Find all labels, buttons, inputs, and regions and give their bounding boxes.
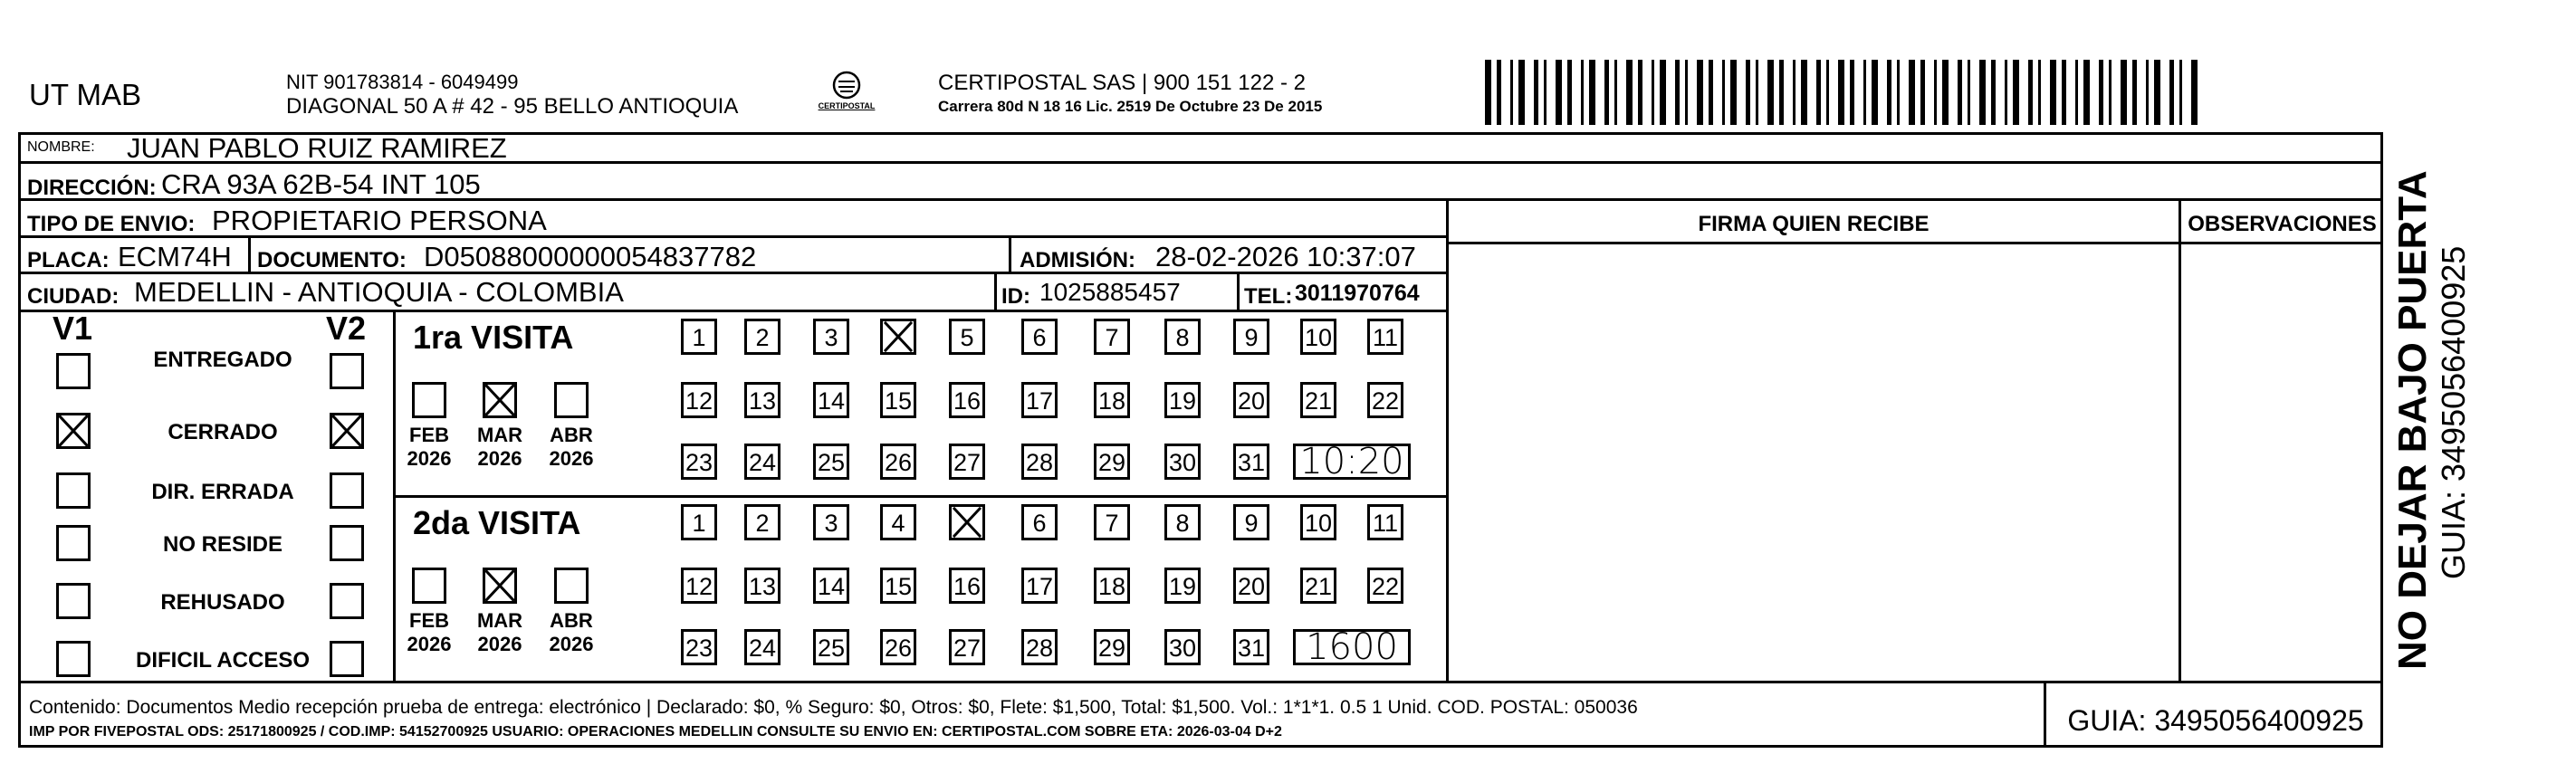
barcode-bar xyxy=(1920,60,1925,125)
day-box[interactable]: 22 xyxy=(1367,382,1403,418)
barcode-bar xyxy=(1826,60,1829,125)
v1-checkbox[interactable] xyxy=(56,525,91,561)
barcode-bar xyxy=(1746,60,1750,125)
barcode-bar xyxy=(2075,60,2078,125)
day-box[interactable]: 1 xyxy=(681,504,717,540)
day-box[interactable]: 13 xyxy=(744,382,780,418)
month-checkbox[interactable] xyxy=(412,568,446,604)
day-box[interactable]: 16 xyxy=(949,568,985,604)
barcode-bar xyxy=(2099,60,2103,125)
v2-checkbox[interactable] xyxy=(330,641,364,677)
month-checkbox[interactable] xyxy=(554,382,589,418)
barcode-bar xyxy=(2154,60,2160,125)
footer-imp: IMP POR FIVEPOSTAL ODS: 25171800925 / COD.IMP: 54152700925 USUARIO: OPERACIONES MEDELLIN CONSULTE SU ENVIO EN: CERTIPOSTAL.COM SOBRE ETA: 2026-03-04 D+2 xyxy=(29,724,1282,740)
footer-guia: GUIA: 3495056400925 xyxy=(2067,704,2364,737)
v2-checkbox[interactable] xyxy=(330,413,364,449)
day-box[interactable]: 25 xyxy=(813,629,849,665)
month-name: FEB xyxy=(409,424,449,446)
visit-time[interactable]: 1600 xyxy=(1293,629,1411,665)
day-box[interactable]: 14 xyxy=(813,568,849,604)
barcode-bar xyxy=(2146,60,2149,125)
status-label: ENTREGADO xyxy=(153,348,292,372)
day-box[interactable]: 24 xyxy=(744,444,780,480)
v1-checkbox[interactable] xyxy=(56,583,91,619)
city-value: MEDELLIN - ANTIOQUIA - COLOMBIA xyxy=(134,276,624,308)
day-box[interactable]: 29 xyxy=(1094,629,1130,665)
recipient-name: JUAN PABLO RUIZ RAMIREZ xyxy=(127,132,507,164)
barcode-bar xyxy=(1675,60,1680,125)
observations-column-header: OBSERVACIONES xyxy=(2188,212,2377,236)
col-divider xyxy=(1237,272,1240,310)
signature-column-header: FIRMA QUIEN RECIBE xyxy=(1698,212,1930,236)
day-box[interactable]: 12 xyxy=(681,382,717,418)
month-name: ABR xyxy=(550,424,593,446)
month-name: MAR xyxy=(476,609,523,632)
barcode-bar xyxy=(1534,60,1538,125)
tel-label: TEL: xyxy=(1244,284,1293,309)
day-box[interactable]: 3 xyxy=(813,319,849,355)
month-checkbox[interactable] xyxy=(412,382,446,418)
day-box[interactable]: 13 xyxy=(744,568,780,604)
month-name: FEB xyxy=(409,609,449,632)
row-divider xyxy=(393,495,1446,498)
barcode-bar xyxy=(1697,60,1703,125)
day-box[interactable]: 6 xyxy=(1021,504,1058,540)
day-box[interactable]: 24 xyxy=(744,629,780,665)
carrier-name: CERTIPOSTAL SAS | 900 151 122 - 2 xyxy=(938,71,1306,95)
month-name: MAR xyxy=(476,424,523,446)
day-box[interactable]: 8 xyxy=(1164,504,1201,540)
day-box[interactable]: 30 xyxy=(1164,629,1201,665)
barcode-bar xyxy=(1801,60,1807,125)
day-box[interactable]: 29 xyxy=(1094,444,1130,480)
day-box[interactable]: 1 xyxy=(681,319,717,355)
month-year: 2026 xyxy=(477,633,522,655)
barcode-bar xyxy=(2121,60,2127,125)
status-label: DIR. ERRADA xyxy=(151,480,294,504)
row-divider xyxy=(1446,242,2383,244)
day-box[interactable]: 23 xyxy=(681,444,717,480)
day-box[interactable]: 15 xyxy=(880,568,916,604)
day-box[interactable]: 31 xyxy=(1233,444,1269,480)
barcode-bar xyxy=(1685,60,1688,125)
barcode-bar xyxy=(1958,60,1962,125)
barcode-bar xyxy=(2169,60,2174,125)
status-label: CERRADO xyxy=(168,420,278,444)
day-box[interactable]: 27 xyxy=(949,444,985,480)
day-box[interactable] xyxy=(949,504,985,540)
day-box[interactable]: 21 xyxy=(1300,568,1336,604)
barcode-bar xyxy=(1838,60,1844,125)
barcode-bar xyxy=(1581,60,1584,125)
month-year: 2026 xyxy=(549,633,594,655)
v2-checkbox[interactable] xyxy=(330,472,364,509)
barcode-bar xyxy=(2179,60,2182,125)
day-box[interactable]: 11 xyxy=(1367,504,1403,540)
certipostal-logo xyxy=(815,69,878,119)
v2-checkbox[interactable] xyxy=(330,353,364,389)
day-box[interactable]: 31 xyxy=(1233,629,1269,665)
address-label: DIRECCIÓN: xyxy=(27,176,157,200)
barcode-bar xyxy=(1614,60,1617,125)
month-label xyxy=(544,424,599,471)
day-box[interactable]: 20 xyxy=(1233,568,1269,604)
day-box[interactable]: 6 xyxy=(1021,319,1058,355)
v1-checkbox[interactable] xyxy=(56,472,91,509)
day-box[interactable]: 18 xyxy=(1094,568,1130,604)
tel-value: 3011970764 xyxy=(1295,281,1420,306)
day-box[interactable]: 3 xyxy=(813,504,849,540)
month-label xyxy=(473,609,527,656)
name-label: NOMBRE: xyxy=(27,139,95,155)
plate-label: PLACA: xyxy=(27,248,110,272)
barcode-bar xyxy=(1638,60,1642,125)
day-box[interactable]: 28 xyxy=(1021,444,1058,480)
status-label: REHUSADO xyxy=(160,590,285,615)
document-value: D05088000000054837782 xyxy=(424,241,757,272)
shipment-type: PROPIETARIO PERSONA xyxy=(212,205,547,236)
day-box[interactable]: 19 xyxy=(1164,568,1201,604)
v1-checkbox[interactable] xyxy=(56,641,91,677)
day-box[interactable]: 12 xyxy=(681,568,717,604)
day-box[interactable]: 23 xyxy=(681,629,717,665)
barcode-bar xyxy=(2083,60,2090,125)
admission-label: ADMISIÓN: xyxy=(1020,248,1135,272)
status-label: DIFICIL ACCESO xyxy=(135,648,310,673)
row-divider xyxy=(18,310,1446,312)
col-divider xyxy=(1446,198,1449,681)
month-label xyxy=(402,609,456,656)
barcode-bar xyxy=(1510,60,1513,125)
month-year: 2026 xyxy=(549,447,594,470)
barcode-bar xyxy=(1942,60,1949,125)
day-box[interactable]: 25 xyxy=(813,444,849,480)
barcode-bar xyxy=(1652,60,1654,125)
month-checkbox[interactable] xyxy=(483,382,517,418)
day-box[interactable]: 26 xyxy=(880,444,916,480)
day-box[interactable]: 4 xyxy=(880,504,916,540)
company-name: UT MAB xyxy=(29,78,142,111)
day-box[interactable]: 22 xyxy=(1367,568,1403,604)
no-dejar-warning: NO DEJAR BAJO PUERTA xyxy=(2390,170,2435,670)
day-box[interactable]: 5 xyxy=(949,319,985,355)
barcode-bar xyxy=(1604,60,1609,125)
visit-title: 2da VISITA xyxy=(413,504,581,541)
barcode-bar xyxy=(1968,60,1970,125)
visit-time[interactable]: 10:20 xyxy=(1293,444,1411,480)
day-box[interactable]: 30 xyxy=(1164,444,1201,480)
barcode-bar xyxy=(1544,60,1547,125)
day-box[interactable]: 8 xyxy=(1164,319,1201,355)
side-guia: GUIA: 3495056400925 xyxy=(2435,245,2472,579)
day-box[interactable]: 27 xyxy=(949,629,985,665)
footer-content: Contenido: Documentos Medio recepción prueba de entrega: electrónico | Declarado: $0, % Seguro: $0, Otros: $0, Flete: $1,500, Total: $1,500. Vol.: 1*1*1. 0.5 1 Unid. COD. POSTAL: 050036 xyxy=(29,697,1638,718)
barcode-bar xyxy=(2050,60,2056,125)
month-checkbox[interactable] xyxy=(483,568,517,604)
barcode-bar xyxy=(1991,60,1996,125)
col-divider xyxy=(994,272,997,310)
v1-checkbox[interactable] xyxy=(56,413,91,449)
month-year: 2026 xyxy=(407,447,452,470)
type-label: TIPO DE ENVIO: xyxy=(27,212,196,236)
v2-checkbox[interactable] xyxy=(330,525,364,561)
barcode-bar xyxy=(1779,60,1784,125)
side-text xyxy=(2390,145,2481,670)
day-box[interactable]: 14 xyxy=(813,382,849,418)
col-divider xyxy=(2179,198,2181,681)
barcode-bar xyxy=(1850,60,1854,125)
day-box[interactable]: 21 xyxy=(1300,382,1336,418)
day-box[interactable]: 15 xyxy=(880,382,916,418)
day-box[interactable]: 2 xyxy=(744,504,780,540)
barcode-bar xyxy=(2005,60,2007,125)
barcode-bar xyxy=(1979,60,1986,125)
barcode-bar xyxy=(2062,60,2066,125)
day-box[interactable]: 17 xyxy=(1021,382,1058,418)
day-box[interactable]: 20 xyxy=(1233,382,1269,418)
recipient-address: CRA 93A 62B-54 INT 105 xyxy=(161,168,481,200)
v2-checkbox[interactable] xyxy=(330,583,364,619)
barcode-bar xyxy=(1793,60,1796,125)
barcode-bar xyxy=(2191,60,2198,125)
day-box[interactable]: 18 xyxy=(1094,382,1130,418)
visit-title: 1ra VISITA xyxy=(413,319,574,356)
barcode-bar xyxy=(1909,60,1915,125)
month-label xyxy=(544,609,599,656)
v1-label: V1 xyxy=(53,310,93,347)
month-label xyxy=(473,424,527,471)
month-checkbox[interactable] xyxy=(554,568,589,604)
barcode-bar xyxy=(2013,60,2019,125)
barcode-bar xyxy=(2038,60,2041,125)
barcode-bar xyxy=(1767,60,1774,125)
barcode-bar xyxy=(1626,60,1633,125)
day-box[interactable]: 19 xyxy=(1164,382,1201,418)
day-box[interactable] xyxy=(880,319,916,355)
day-box[interactable]: 10 xyxy=(1300,504,1336,540)
barcode-bar xyxy=(1756,60,1758,125)
barcode-bar xyxy=(1816,60,1821,125)
barcode-bar xyxy=(1887,60,1891,125)
barcode-bar xyxy=(1709,60,1713,125)
day-box[interactable]: 28 xyxy=(1021,629,1058,665)
company-address: DIAGONAL 50 A # 42 - 95 BELLO ANTIOQUIA xyxy=(286,94,739,119)
barcode-bar xyxy=(1730,60,1737,125)
barcode-bar xyxy=(1660,60,1666,125)
barcode-bar xyxy=(1556,60,1562,125)
id-value: 1025885457 xyxy=(1039,278,1181,306)
plate-value: ECM74H xyxy=(118,241,232,272)
id-label: ID: xyxy=(1001,284,1030,309)
day-box[interactable]: 10 xyxy=(1300,319,1336,355)
day-box[interactable]: 26 xyxy=(880,629,916,665)
city-label: CIUDAD: xyxy=(27,284,120,309)
day-box[interactable]: 2 xyxy=(744,319,780,355)
barcode-bar xyxy=(1863,60,1866,125)
carrier-license: Carrera 80d N 18 16 Lic. 2519 De Octubre 23 De 2015 xyxy=(938,98,1323,115)
status-label: NO RESIDE xyxy=(162,532,283,557)
barcode-bar xyxy=(1722,60,1725,125)
company-nit: NIT 901783814 - 6049499 xyxy=(286,71,519,93)
barcode-bar xyxy=(1589,60,1595,125)
barcode-bar xyxy=(1872,60,1878,125)
barcode-bar xyxy=(1485,60,1491,125)
day-box[interactable]: 17 xyxy=(1021,568,1058,604)
day-box[interactable]: 9 xyxy=(1233,504,1269,540)
col-divider xyxy=(248,235,251,272)
day-box[interactable]: 11 xyxy=(1367,319,1403,355)
month-year: 2026 xyxy=(407,633,452,655)
day-box[interactable]: 9 xyxy=(1233,319,1269,355)
barcode-bar xyxy=(1897,60,1900,125)
col-divider xyxy=(1009,235,1011,272)
month-name: ABR xyxy=(550,609,593,632)
month-year: 2026 xyxy=(477,447,522,470)
day-box[interactable]: 7 xyxy=(1094,319,1130,355)
day-box[interactable]: 16 xyxy=(949,382,985,418)
barcode-bar xyxy=(1567,60,1572,125)
barcode-bar xyxy=(1934,60,1937,125)
barcode-bar xyxy=(1497,60,1501,125)
row-divider xyxy=(18,681,2383,683)
col-divider xyxy=(2044,681,2046,748)
barcode xyxy=(1485,60,2205,125)
barcode-bar xyxy=(2028,60,2033,125)
day-box[interactable]: 7 xyxy=(1094,504,1130,540)
logo-text: CERTIPOSTAL xyxy=(818,101,876,110)
document-label: DOCUMENTO: xyxy=(257,248,407,272)
v1-checkbox[interactable] xyxy=(56,353,91,389)
v2-label: V2 xyxy=(326,310,367,347)
barcode-bar xyxy=(2132,60,2137,125)
barcode-bar xyxy=(1518,60,1525,125)
barcode-bar xyxy=(2109,60,2112,125)
admission-value: 28-02-2026 10:37:07 xyxy=(1155,241,1416,272)
month-label xyxy=(402,424,456,471)
